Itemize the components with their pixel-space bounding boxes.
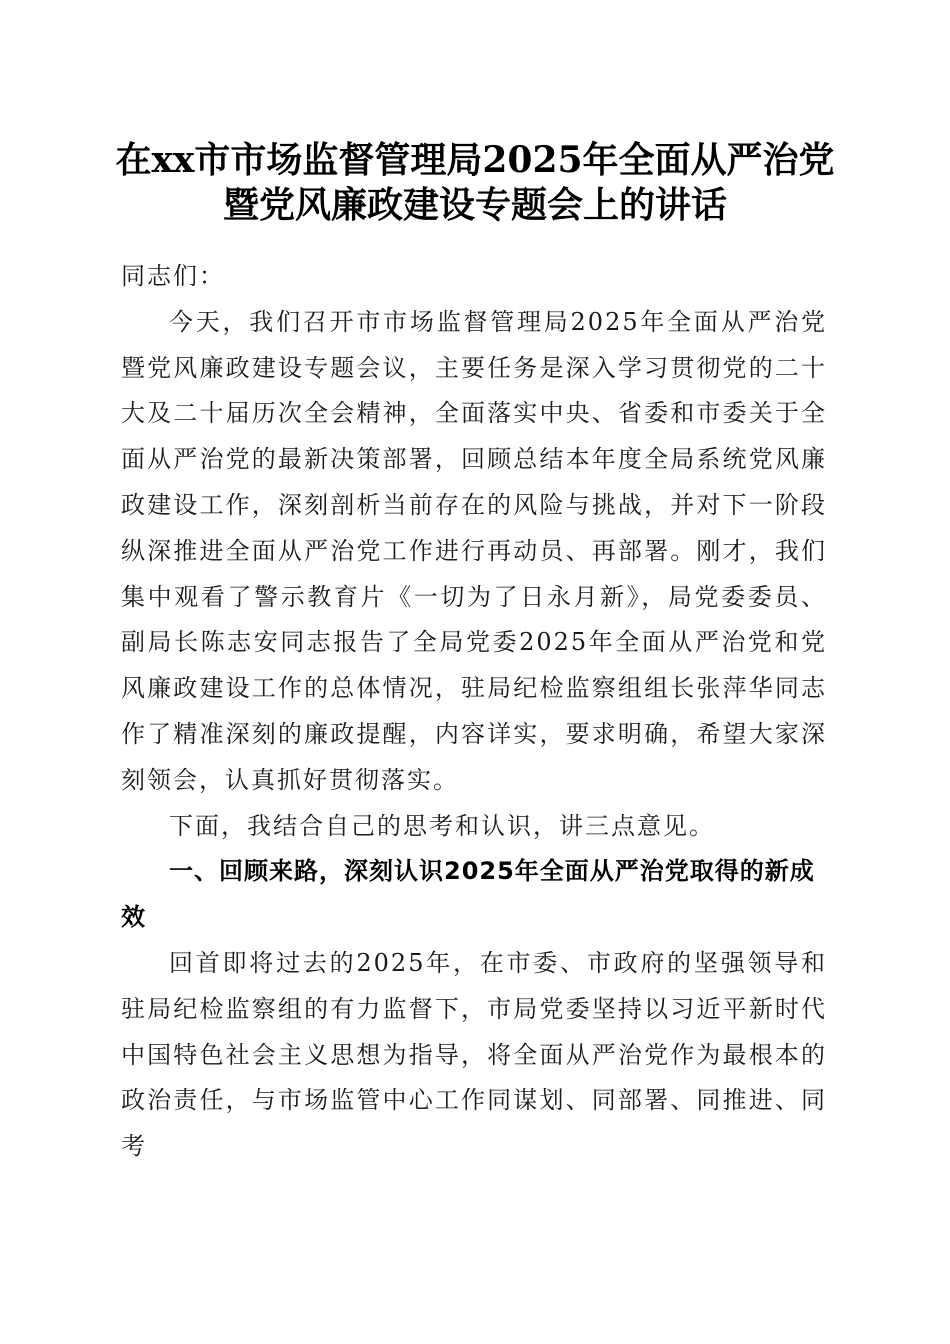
page-title bbox=[100, 138, 850, 228]
paragraph-intro: 今天，我们召开市市场监督管理局2025年全面从严治党暨党风廉政建设专题会议，主要任务是深入学习贯彻党的二十大及二十届历次全会精神，全面落实中央、省委和市委关于全面从严治党的最新决策部署，回顾总结本年度全局系统党风廉政建设工作，深刻剖析当前存在的风险与挑战，并对下一阶段纵深推进全面从严治党工作进行再动员、再部署。刚才，我们集中观看了警示教育片《一切为了日永月新》，局党委委员、副局长陈志安同志报告了全局党委2025年全面从严治党和党风廉政建设工作的总体情况，驻局纪检监察组组长张萍华同志作了精准深刻的廉政提醒，内容详实，要求明确，希望大家深刻领会，认真抓好贯彻落实。 bbox=[121, 307, 827, 794]
section-heading-1: 一、回顾来路，深刻认识2025年全面从严治党取得的新成效 bbox=[121, 857, 815, 932]
title-line-1: 在xx市市场监督管理局2025年全面从严治党 bbox=[115, 139, 835, 181]
paragraph-outline: 下面，我结合自己的思考和认识，讲三点意见。 bbox=[169, 811, 715, 840]
document-body bbox=[121, 254, 827, 1170]
title-line-2: 暨党风廉政建设专题会上的讲话 bbox=[222, 184, 727, 226]
salutation: 同志们： bbox=[121, 262, 225, 290]
paragraph-section-1: 回首即将过去的2025年，在市委、市政府的坚强领导和驻局纪检监察组的有力监督下，市局党委坚持以习近平新时代中国特色社会主义思想为指导，将全面从严治党作为最根本的政治责任，与市场监管中心工作同谋划、同部署、同推进、同考 bbox=[121, 948, 827, 1161]
